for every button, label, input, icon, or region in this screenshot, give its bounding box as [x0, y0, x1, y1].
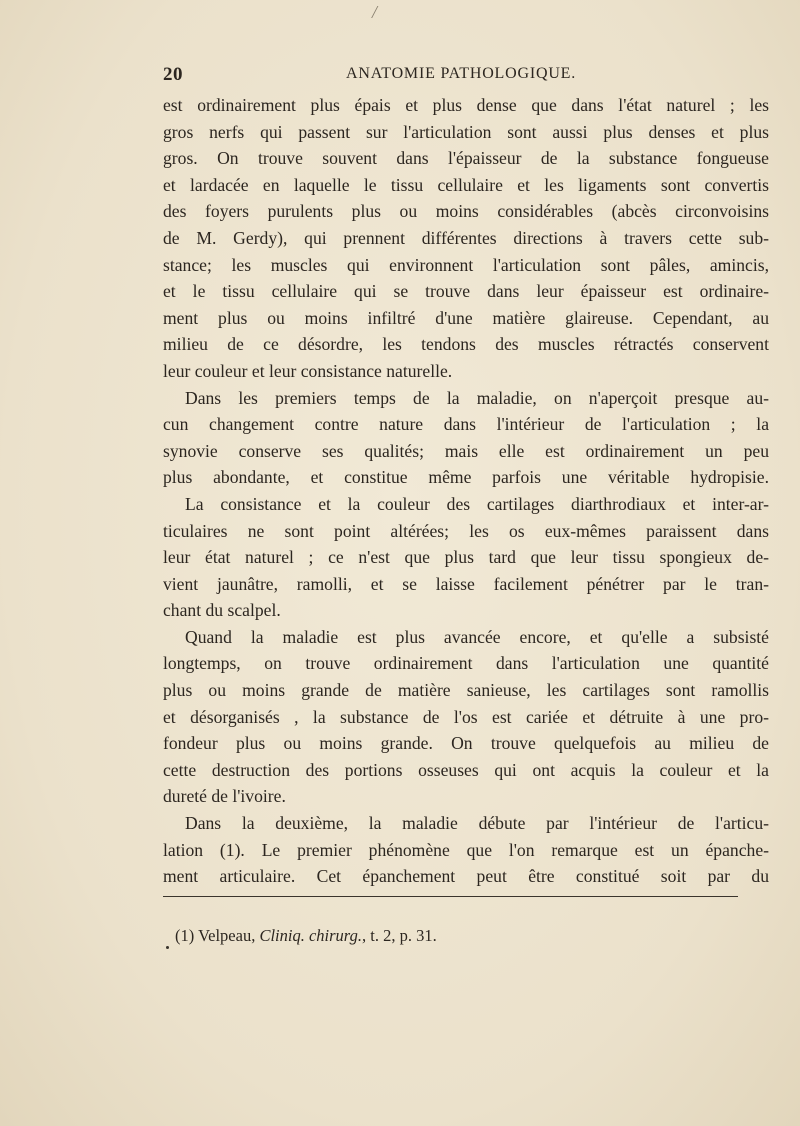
text-line: cette destruction des portions osseuses qui ont acquis la couleur et la	[163, 759, 769, 780]
text-line: des foyers purulents plus ou moins considérables (abcès circonvoisins	[163, 201, 769, 222]
footnote-marker: (1) Velpeau,	[175, 926, 256, 945]
pencil-margin-mark: /	[372, 2, 378, 22]
text-line: La consistance et la couleur des cartilages diarthrodiaux et inter-ar-	[185, 493, 769, 514]
text-line: ment plus ou moins infiltré d'une matière glaireuse. Cependant, au	[163, 307, 769, 328]
page-number: 20	[163, 64, 183, 85]
text-line: longtemps, on trouve ordinairement dans l'articulation une quantité	[163, 653, 769, 674]
text-line: milieu de ce désordre, les tendons des muscles rétractés conservent	[163, 334, 769, 355]
text-line: ment articulaire. Cet épanchement peut être constitué soit par du	[163, 866, 769, 887]
body-text	[163, 92, 769, 890]
text-line: et lardacée en laquelle le tissu cellulaire et les ligaments sont convertis	[163, 174, 769, 195]
text-line: Dans la deuxième, la maladie débute par l'intérieur de l'articu-	[185, 813, 769, 834]
text-line: plus abondante, et constitue même parfois une véritable hydropisie.	[163, 467, 769, 488]
text-line: stance; les muscles qui environnent l'articulation sont pâles, amincis,	[163, 254, 769, 275]
text-line: leur couleur et leur consistance naturelle.	[163, 360, 453, 381]
text-line: chant du scalpel.	[163, 600, 281, 621]
footnote	[175, 926, 437, 946]
text-line: Dans les premiers temps de la maladie, on n'aperçoit presque au-	[185, 387, 769, 408]
running-title: ANATOMIE PATHOLOGIQUE.	[346, 65, 577, 82]
text-line: de M. Gerdy), qui prennent différentes directions à travers cette sub-	[163, 227, 769, 248]
footnote-work-title: Cliniq. chirurg.	[259, 926, 362, 945]
text-line: synovie conserve ses qualités; mais elle est ordinairement un peu	[163, 440, 769, 461]
text-line: leur état naturel ; ce n'est que plus tard que leur tissu spongieux de-	[163, 547, 769, 568]
text-line: gros nerfs qui passent sur l'articulation sont aussi plus denses et plus	[163, 121, 769, 142]
footnote-reference: , t. 2, p. 31.	[362, 926, 437, 945]
running-head	[163, 64, 738, 88]
text-line: Quand la maladie est plus avancée encore, et qu'elle a subsisté	[185, 626, 769, 647]
text-line: fondeur plus ou moins grande. On trouve quelquefois au milieu de	[163, 733, 769, 754]
text-line: ticulaires ne sont point altérées; les os eux-mêmes paraissent dans	[163, 520, 769, 541]
text-line: lation (1). Le premier phénomène que l'on remarque est un épanche-	[163, 839, 769, 860]
text-line: plus ou moins grande de matière sanieuse, les cartilages sont ramollis	[163, 680, 769, 701]
text-line: vient jaunâtre, ramolli, et se laisse facilement pénétrer par le tran-	[163, 573, 769, 594]
text-line: et le tissu cellulaire qui se trouve dans leur épaisseur est ordinaire-	[163, 281, 769, 302]
text-line: cun changement contre nature dans l'intérieur de l'articulation ; la	[163, 414, 769, 435]
text-line: et désorganisés , la substance de l'os est cariée et détruite à une pro-	[163, 706, 769, 727]
text-line: est ordinairement plus épais et plus dense que dans l'état naturel ; les	[163, 95, 769, 115]
text-line: gros. On trouve souvent dans l'épaisseur de la substance fongueuse	[163, 148, 769, 169]
text-line: dureté de l'ivoire.	[163, 786, 286, 807]
footnote-rule	[163, 896, 738, 897]
ink-speck	[166, 946, 169, 949]
